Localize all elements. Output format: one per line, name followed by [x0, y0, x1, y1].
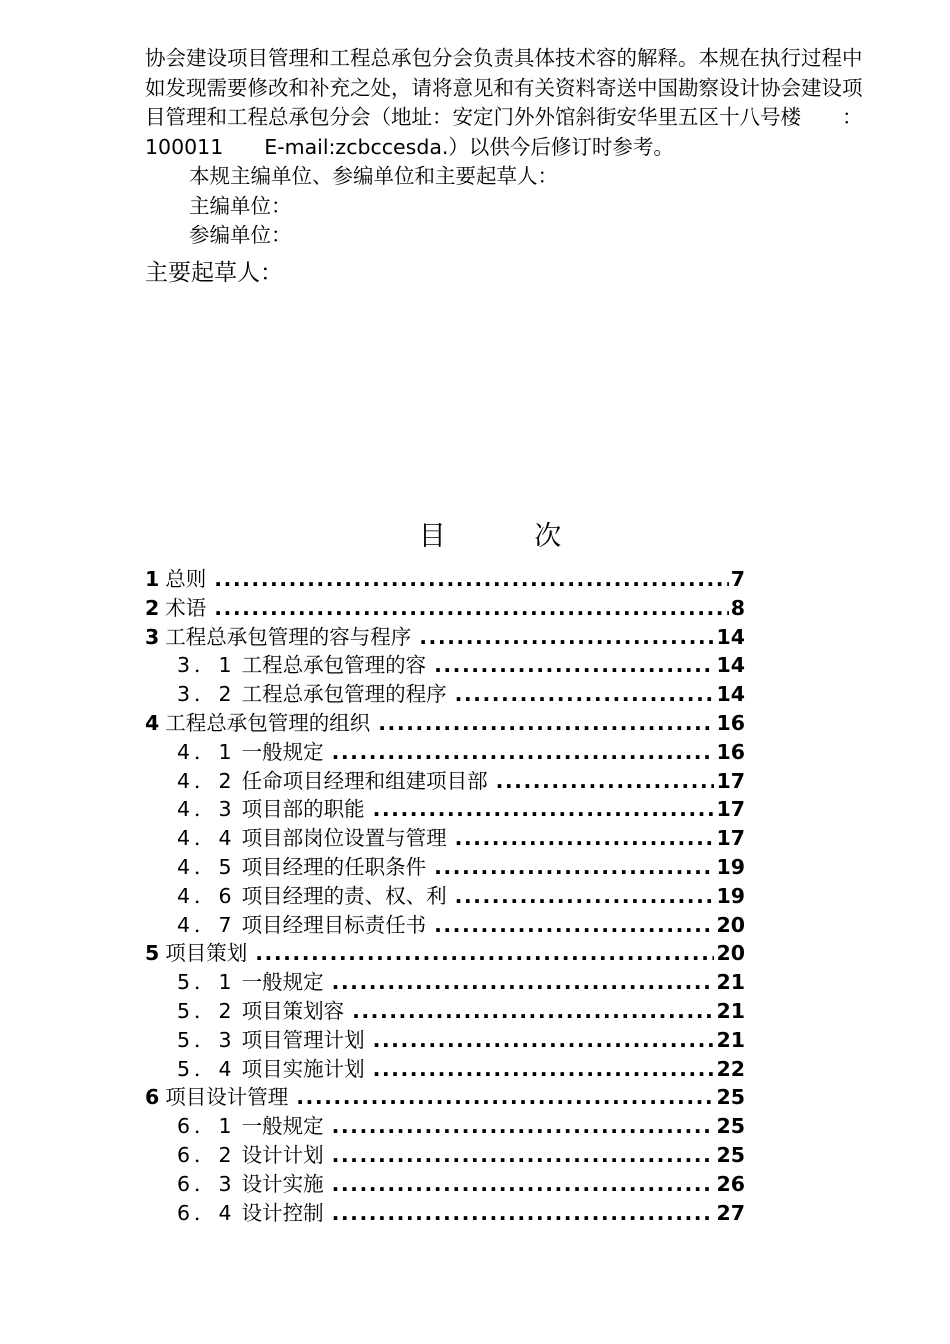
toc-entry-page: 14 — [716, 624, 745, 649]
toc-entry-number: 5．3 — [177, 1027, 236, 1052]
toc-entry-title: 总则 — [165, 567, 207, 591]
toc-entry-title: 项目经理的责、权、利 — [241, 883, 447, 908]
toc-entry-page: 8 — [730, 595, 745, 620]
toc-entry[interactable] — [145, 709, 745, 738]
toc-dot-leader — [332, 738, 715, 767]
toc-dot-leader — [214, 594, 728, 623]
intro-paragraph: 协会建设项目管理和工程总承包分会负责具体技术容的解释。本规在执行过程中如发现需要修改和补充之处，请将意见和有关资料寄送中国勘察设计协会建设项目管理和工程总承包分会（地址：安定门外外馆斜街安华里五区十八号楼 ：100011 E-mail:zcbccesda.）以供今后修订时参考。 — [145, 46, 863, 159]
toc-dot-leader — [332, 1141, 715, 1170]
toc-entry-page: 22 — [716, 1056, 745, 1081]
toc-entry-title: 术语 — [165, 595, 207, 620]
toc-entry-page: 16 — [716, 739, 745, 764]
toc-entry[interactable] — [145, 1199, 745, 1228]
toc-dot-leader — [455, 882, 715, 911]
toc-entry-page: 21 — [716, 970, 745, 995]
toc-entry-page: 25 — [716, 1085, 745, 1110]
toc-dot-leader — [496, 767, 715, 796]
toc-entry-page: 19 — [716, 883, 745, 908]
toc-entry-number: 1 — [145, 567, 160, 591]
toc-entry-title: 项目策划 — [165, 941, 248, 966]
toc-entry-page: 21 — [716, 998, 745, 1023]
toc-dot-leader — [434, 853, 714, 882]
toc-entry-title: 一般规定 — [241, 970, 324, 995]
toc-entry-number: 4．1 — [177, 739, 236, 764]
toc-entry-page: 19 — [716, 854, 745, 879]
toc-dot-leader — [434, 651, 714, 680]
toc-entry-number: 4．4 — [177, 826, 236, 851]
toc-entry-title: 任命项目经理和组建项目部 — [241, 768, 488, 793]
toc-entry[interactable] — [145, 767, 745, 796]
toc-entry[interactable] — [145, 997, 745, 1026]
toc-entry[interactable] — [145, 1112, 745, 1141]
toc-entry-number: 4．6 — [177, 883, 236, 908]
toc-entry-page: 17 — [716, 797, 745, 822]
toc-entry-number: 4．5 — [177, 854, 236, 879]
toc-entry[interactable] — [145, 565, 745, 594]
toc-entry-number: 4 — [145, 710, 160, 735]
toc-dot-leader — [255, 939, 714, 968]
toc-dot-leader — [332, 1199, 715, 1228]
toc-entry-number: 6．1 — [177, 1114, 236, 1139]
toc-entry[interactable] — [145, 738, 745, 767]
toc-entry-number: 5．2 — [177, 998, 236, 1023]
toc-entry-title: 项目部的职能 — [241, 797, 365, 822]
toc-entry-number: 6．3 — [177, 1171, 236, 1196]
toc-dot-leader — [296, 1083, 714, 1112]
toc-entry-number: 4．2 — [177, 768, 236, 793]
toc-dot-leader — [434, 911, 714, 940]
toc-dot-leader — [373, 1055, 715, 1084]
toc-entry-number: 5 — [145, 941, 160, 966]
toc-entry-page: 20 — [716, 941, 745, 966]
toc-entry[interactable] — [145, 853, 745, 882]
toc-entry-number: 6 — [145, 1085, 160, 1110]
toc-dot-leader — [378, 709, 714, 738]
toc-entry-title: 项目经理目标责任书 — [241, 912, 427, 937]
toc-entry[interactable] — [145, 651, 745, 680]
toc-entry-number: 5．4 — [177, 1056, 236, 1081]
toc-entry-title: 设计控制 — [241, 1200, 324, 1225]
toc-entry-page: 7 — [730, 567, 745, 591]
toc-entry-page: 20 — [716, 912, 745, 937]
toc-entry-title: 项目设计管理 — [165, 1085, 289, 1110]
toc-entry-number: 6．4 — [177, 1200, 236, 1225]
co-unit-label: 参编单位： — [189, 223, 292, 247]
toc-entry[interactable] — [145, 939, 745, 968]
toc-dot-leader — [455, 680, 715, 709]
toc-dot-leader — [332, 968, 715, 997]
toc-dot-leader — [455, 824, 715, 853]
chief-unit-label: 主编单位： — [189, 193, 292, 218]
toc-dot-leader — [373, 1026, 715, 1055]
toc-entry[interactable] — [145, 911, 745, 940]
toc-entry[interactable] — [145, 1055, 745, 1084]
toc-entry[interactable] — [145, 968, 745, 997]
toc-entry-title: 一般规定 — [241, 739, 324, 764]
toc-entry-title: 一般规定 — [241, 1114, 324, 1139]
toc-entry[interactable] — [145, 795, 745, 824]
toc-entry-title: 项目实施计划 — [241, 1056, 365, 1081]
toc-entry-page: 21 — [716, 1027, 745, 1052]
toc-entry-title: 工程总承包管理的容与程序 — [165, 624, 412, 649]
toc-entry[interactable] — [145, 1141, 745, 1170]
toc-entry[interactable] — [145, 1170, 745, 1199]
toc-dot-leader — [332, 1170, 715, 1199]
toc-entry-title: 工程总承包管理的程序 — [241, 682, 447, 707]
toc-entry-number: 6．2 — [177, 1142, 236, 1167]
toc-dot-leader — [214, 565, 728, 594]
table-of-contents — [145, 565, 745, 1227]
toc-entry-number: 4．7 — [177, 912, 236, 937]
toc-dot-leader — [352, 997, 714, 1026]
intro-section — [145, 44, 870, 291]
toc-entry-page: 25 — [716, 1142, 745, 1167]
toc-entry[interactable] — [145, 1026, 745, 1055]
toc-entry-number: 3．1 — [177, 653, 236, 678]
toc-entry-number: 2 — [145, 595, 160, 620]
toc-entry-title: 工程总承包管理的容 — [241, 653, 427, 678]
toc-entry[interactable] — [145, 882, 745, 911]
toc-entry-page: 25 — [716, 1114, 745, 1139]
toc-entry-page: 17 — [716, 826, 745, 851]
toc-entry-number: 3．2 — [177, 682, 236, 707]
toc-entry-title: 工程总承包管理的组织 — [165, 710, 371, 735]
toc-dot-leader — [419, 623, 714, 652]
toc-entry-title: 设计实施 — [241, 1171, 324, 1196]
toc-entry-page: 14 — [716, 653, 745, 678]
drafters-label: 主要起草人： — [145, 259, 283, 286]
toc-title: 目 次 — [418, 521, 602, 552]
toc-entry[interactable] — [145, 824, 745, 853]
toc-entry-page: 26 — [716, 1171, 745, 1196]
toc-dot-leader — [332, 1112, 715, 1141]
toc-entry-title: 项目策划容 — [241, 998, 345, 1023]
toc-entry-number: 5．1 — [177, 970, 236, 995]
toc-entry[interactable] — [145, 594, 745, 623]
toc-entry-page: 16 — [716, 710, 745, 735]
toc-entry[interactable] — [145, 1083, 745, 1112]
toc-entry-number: 4．3 — [177, 797, 236, 822]
toc-entry[interactable] — [145, 680, 745, 709]
units-heading: 本规主编单位、参编单位和主要起草人： — [189, 164, 558, 188]
toc-entry-number: 3 — [145, 624, 160, 649]
toc-entry-page: 27 — [716, 1200, 745, 1225]
toc-entry-title: 项目管理计划 — [241, 1027, 365, 1052]
toc-entry-title: 项目经理的任职条件 — [241, 854, 427, 879]
toc-entry[interactable] — [145, 623, 745, 652]
toc-entry-title: 设计计划 — [241, 1142, 324, 1167]
toc-dot-leader — [373, 795, 715, 824]
toc-entry-page: 17 — [716, 768, 745, 793]
toc-entry-page: 14 — [716, 682, 745, 707]
toc-entry-title: 项目部岗位设置与管理 — [241, 826, 447, 851]
